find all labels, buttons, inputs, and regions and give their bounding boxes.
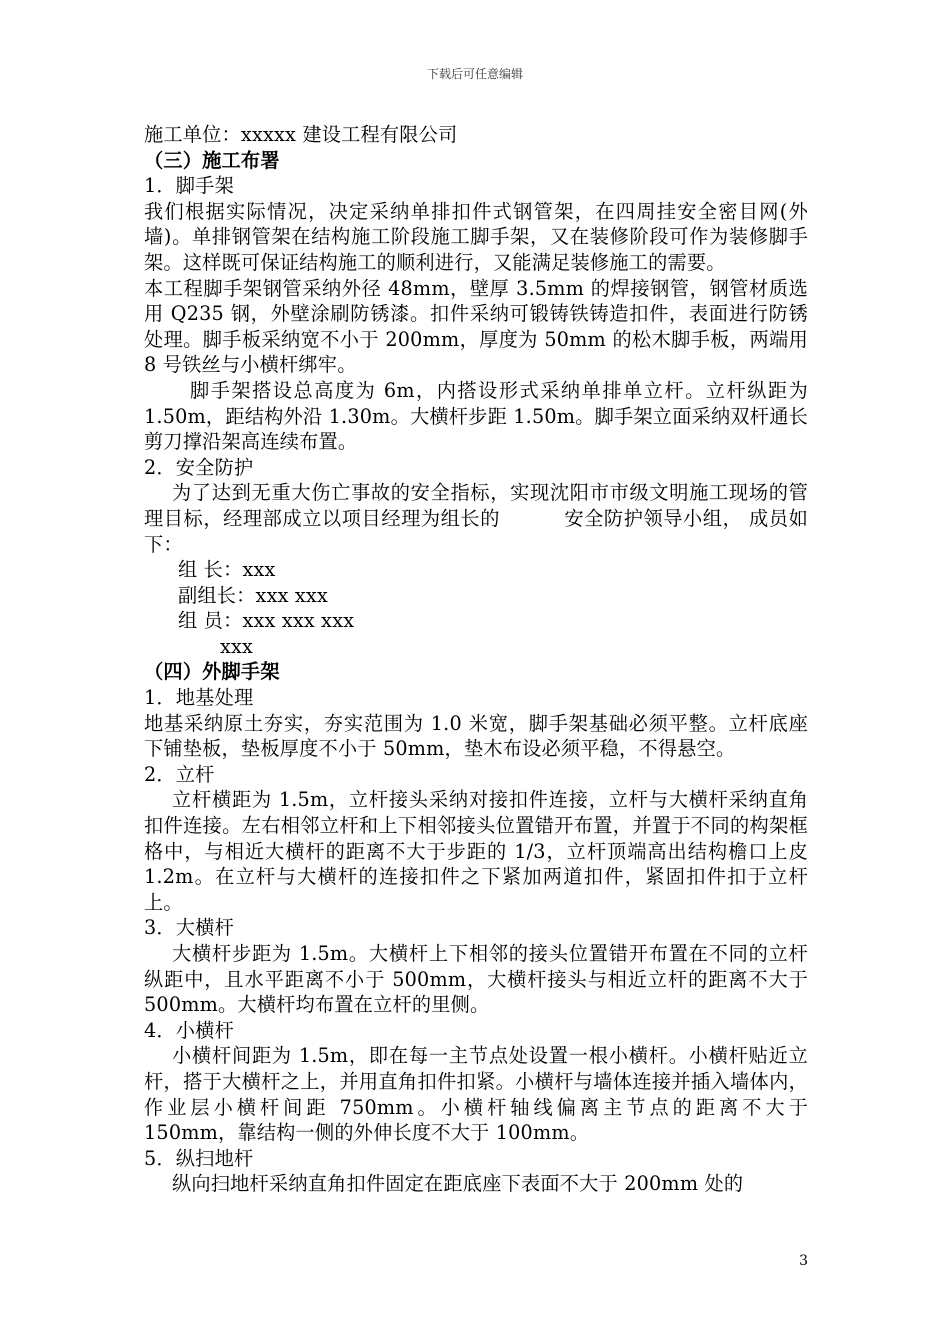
paragraph-safety-goal-part2: 安全防护领导小组， 成员如下： xyxy=(144,506,808,556)
paragraph-safety-goal-part1: 为了达到无重大伤亡事故的安全指标，实现沈阳市市级文明施工现场的管理目标，经理部成立以项目经理为组长的 xyxy=(144,481,808,530)
page-number: 3 xyxy=(799,1253,808,1269)
section-4-heading: （四）外脚手架 xyxy=(144,660,280,684)
subsection-foundation-heading: 1．地基处理 xyxy=(144,686,254,710)
paragraph-safety-goal xyxy=(144,480,808,557)
page-header-note: 下载后可任意编辑 xyxy=(426,67,523,81)
document-body xyxy=(144,122,808,1197)
paragraph-sweep-rod: 纵向扫地杆采纳直角扣件固定在距底座下表面不大于 200mm 处的 xyxy=(172,1172,744,1196)
paragraph-ledger: 大横杆步距为 1.5m。大横杆上下相邻的接头位置错开布置在不同的立杆纵距中，且水平距离不小于 500mm，大横杆接头与相近立杆的距离不大于 500mm。大横杆均布置在立杆的里侧。 xyxy=(144,942,808,1017)
paragraph-foundation: 地基采纳原土夯实，夯实范围为 1.0 米宽，脚手架基础必须平整。立杆底座下铺垫板，垫板厚度不小于 50mm，垫木布设必须平稳，不得悬空。 xyxy=(144,711,808,761)
section-3-heading: （三）施工布署 xyxy=(144,148,280,172)
subsection-sweep-rod-heading: 5．纵扫地杆 xyxy=(144,1146,254,1170)
paragraph-transom: 小横杆间距为 1.5m，即在每一主节点处设置一根小横杆。小横杆贴近立杆，搭于大横杆之上，并用直角扣件扣紧。小横杆与墙体连接并插入墙体内，作业层小横杆间距 750mm。小横杆轴线偏离主节点的距离不大于 150mm，靠结构一侧的外伸长度不大于 100mm。 xyxy=(144,1044,808,1145)
subsection-ledger-heading: 3．大横杆 xyxy=(144,916,234,940)
paragraph-upright: 立杆横距为 1.5m，立杆接头采纳对接扣件连接，立杆与大横杆采纳直角扣件连接。左右相邻立杆和上下相邻接头位置错开布置，并置于不同的构架框格中，与相近大横杆的距离不大于步距的 1/3，立杆顶端高出结构檐口上皮 1.2m。在立杆与大横杆的连接扣件之下紧加两道扣件，紧固扣件扣于立杆上。 xyxy=(144,788,808,914)
member-deputy: 副组长：xxx xxx xyxy=(178,583,328,607)
paragraph-scaffold-height: 脚手架搭设总高度为 6m，内搭设形式采纳单排单立杆。立杆纵距为 1.50m，距结构外沿 1.30m。大横杆步距 1.50m。脚手架立面采纳双杆通长剪刀撑沿架高连续布置。 xyxy=(144,378,808,454)
company-line: 施工单位：xxxxx 建设工程有限公司 xyxy=(144,123,458,146)
subsection-scaffold-heading: 1．脚手架 xyxy=(144,174,234,198)
member-leader: 组 长：xxx xyxy=(178,558,276,582)
subsection-safety-heading: 2．安全防护 xyxy=(144,455,254,479)
subsection-upright-heading: 2．立杆 xyxy=(144,762,215,786)
member-list: 组 员：xxx xxx xxx xyxy=(178,609,355,633)
paragraph-scaffold-choice: 我们根据实际情况，决定采纳单排扣件式钢管架，在四周挂安全密目网(外墙)。单排钢管架在结构施工阶段施工脚手架，又在装修阶段可作为装修脚手架。这样既可保证结构施工的顺利进行，又能满足装修施工的需要。 xyxy=(144,199,808,274)
subsection-transom-heading: 4．小横杆 xyxy=(144,1018,234,1042)
member-list-continued: xxx xyxy=(220,634,254,658)
paragraph-scaffold-material: 本工程脚手架钢管采纳外径 48mm，壁厚 3.5mm 的焊接钢管，钢管材质选用 Q235 钢，外壁涂刷防锈漆。扣件采纳可锻铸铁铸造扣件，表面进行防锈处理。脚手板采纳宽不小于 200mm，厚度为 50mm 的松木脚手板，两端用 8 号铁丝与小横杆绑牢。 xyxy=(144,276,808,377)
